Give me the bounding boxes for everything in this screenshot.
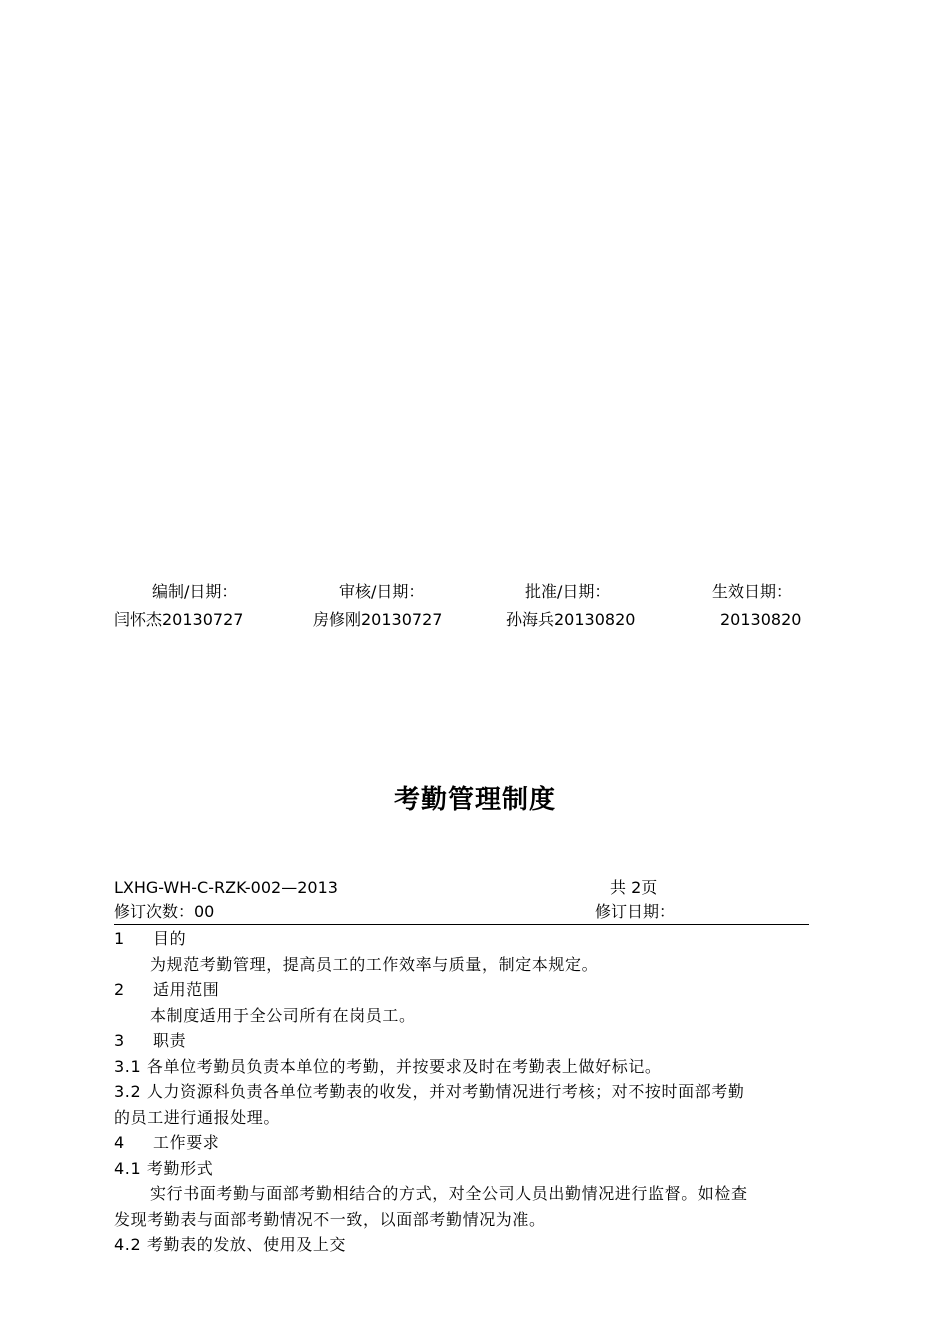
document-title: 考勤管理制度 — [393, 785, 556, 815]
approval-values-row — [114, 606, 814, 634]
section-number: 4 — [114, 1133, 125, 1152]
section-heading — [114, 926, 846, 952]
subsection-4-2-title: 4.2 考勤表的发放、使用及上交 — [114, 1235, 347, 1254]
doc-code-row — [114, 876, 809, 900]
prepared-by-label: 编制/日期： — [152, 582, 238, 601]
section-title: 职责 — [153, 1031, 187, 1050]
revision-date-label: 修订日期： — [595, 902, 676, 921]
section-heading — [114, 977, 846, 1003]
prepared-by-value: 闫怀杰20130727 — [114, 610, 244, 629]
subsection-3-1: 3.1 各单位考勤员负责本单位的考勤，并按要求及时在考勤表上做好标记。 — [114, 1056, 662, 1076]
effective-date-label: 生效日期： — [712, 582, 793, 601]
reviewed-by-value: 房修刚20130727 — [313, 610, 443, 629]
page-count: 共 2页 — [610, 878, 658, 897]
revision-count: 修订次数：00 — [114, 902, 215, 921]
revision-row — [114, 900, 809, 925]
approved-by-value: 孙海兵20130820 — [506, 610, 636, 629]
subsection-4-1-line1: 实行书面考勤与面部考勤相结合的方式，对全公司人员出勤情况进行监督。如检查 — [150, 1184, 748, 1203]
section-title: 适用范围 — [153, 980, 220, 999]
section-title: 工作要求 — [153, 1133, 220, 1152]
paragraph: 本制度适用于全公司所有在岗员工。 — [150, 1005, 416, 1025]
paragraph: 为规范考勤管理，提高员工的工作效率与质量，制定本规定。 — [150, 954, 599, 974]
subsection-3-2-line2: 的员工进行通报处理。 — [114, 1107, 281, 1127]
effective-date-value: 20130820 — [720, 610, 802, 629]
document-header — [114, 876, 809, 925]
section-number: 2 — [114, 980, 125, 999]
section-heading — [114, 1028, 846, 1054]
section-number: 1 — [114, 929, 125, 948]
subsection-4-1-title: 4.1 考勤形式 — [114, 1158, 214, 1178]
approved-by-label: 批准/日期： — [525, 582, 611, 601]
section-title: 目的 — [153, 929, 187, 948]
section-number: 3 — [114, 1031, 125, 1050]
approval-labels-row — [114, 578, 814, 606]
reviewed-by-label: 审核/日期： — [339, 582, 425, 601]
subsection-3-2-line1: 3.2 人力资源科负责各单位考勤表的收发，并对考勤情况进行考核；对不按时面部考勤 — [114, 1082, 745, 1101]
subsection-4-1-line2: 发现考勤表与面部考勤情况不一致，以面部考勤情况为准。 — [114, 1209, 546, 1229]
approval-block — [114, 578, 814, 634]
section-heading — [114, 1130, 846, 1156]
doc-code: LXHG-WH-C-RZK-002—2013 — [114, 878, 338, 897]
document-body — [114, 926, 846, 1258]
